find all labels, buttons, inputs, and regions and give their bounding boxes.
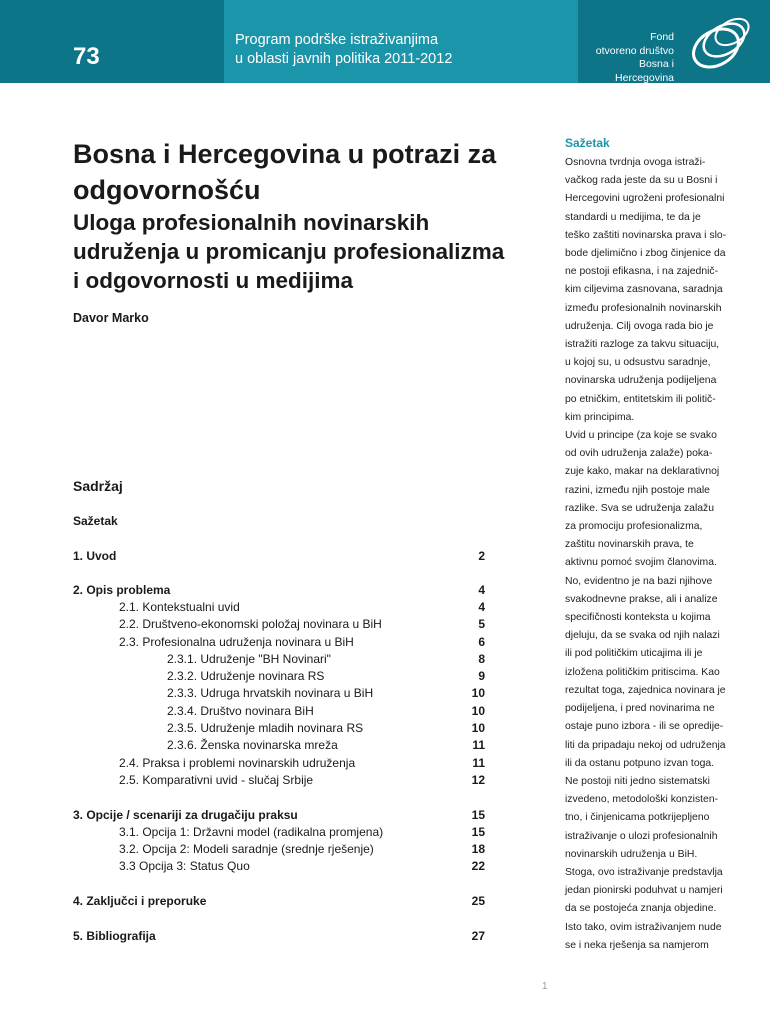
toc-entry-label: 3.2. Opcija 2: Modeli saradnje (srednje rješenje) bbox=[119, 842, 374, 856]
toc-entry-label: 3.1. Opcija 1: Državni model (radikalna promjena) bbox=[119, 825, 384, 839]
toc-entry[interactable] bbox=[73, 807, 485, 824]
toc-entry[interactable] bbox=[73, 685, 485, 702]
toc-entry-page: 18 bbox=[471, 842, 485, 856]
summary-line: zuje kako, makar na deklarativnoj bbox=[565, 466, 720, 478]
toc-entry[interactable] bbox=[73, 548, 485, 565]
toc-entry[interactable] bbox=[73, 582, 485, 599]
summary-line: ili pod političkim uticajima ili je bbox=[565, 648, 703, 660]
toc-entry-page: 4 bbox=[478, 583, 485, 597]
summary-line: istraživanje o ulozi profesionalnih bbox=[565, 830, 718, 842]
subtitle-line: Uloga profesionalnih novinarskih bbox=[73, 210, 430, 235]
toc-entry[interactable] bbox=[73, 599, 485, 616]
toc-entry-label: 2.5. Komparativni uvid - slučaj Srbije bbox=[119, 773, 314, 787]
toc-entry-page: 11 bbox=[472, 738, 485, 752]
toc-entry-page: 8 bbox=[478, 652, 485, 666]
summary-line: No, evidentno je na bazi njihove bbox=[565, 575, 713, 587]
toc-entry-label: 3. Opcije / scenariji za drugačiju praksu bbox=[73, 808, 298, 822]
summary-line: se i neka rješenja sa namjerom bbox=[565, 939, 709, 951]
summary-line: Isto tako, ovim istraživanjem nude bbox=[565, 921, 722, 933]
toc-entry[interactable] bbox=[73, 720, 485, 737]
summary-line: udruženja. Cilj ovoga rada bio je bbox=[565, 320, 714, 332]
summary-line: djeluju, da se svaka od njih nalazi bbox=[565, 630, 720, 642]
toc-entry[interactable] bbox=[73, 893, 485, 910]
toc-entry-page: 11 bbox=[472, 756, 485, 770]
summary-line: ne postoji efikasna, i na zajednič- bbox=[565, 266, 719, 278]
summary-body bbox=[565, 154, 733, 955]
summary-line: razlike. Sva se udruženja zalažu bbox=[565, 502, 715, 514]
summary-line: od ovih udruženja zalaže) poka- bbox=[565, 448, 713, 460]
toc-entry-page: 27 bbox=[471, 929, 485, 943]
fund-name bbox=[578, 31, 674, 85]
summary-line: ili da ostanu potpuno izvan toga. bbox=[565, 757, 715, 769]
toc-entry-label: 2.1. Kontekstualni uvid bbox=[119, 600, 240, 614]
fund-name-line: otvoreno društvo bbox=[595, 44, 674, 57]
summary-line: aktivnu pomoć svojim članovima. bbox=[565, 557, 717, 569]
subtitle-line: udruženja u promicanju profesionalizma bbox=[73, 239, 505, 264]
issue-number: 73 bbox=[73, 43, 100, 70]
toc-entry[interactable] bbox=[73, 928, 485, 945]
toc-entry[interactable] bbox=[73, 824, 485, 841]
fund-name-line: Bosna i Hercegovina bbox=[615, 58, 674, 84]
toc-entry-page: 25 bbox=[471, 894, 485, 908]
toc-entry[interactable] bbox=[73, 841, 485, 858]
toc-entry-label: 2.3.6. Ženska novinarska mreža bbox=[167, 738, 338, 752]
toc-entry-page: 9 bbox=[478, 669, 485, 683]
summary-line: novinarskih udruženja u BiH. bbox=[565, 848, 698, 860]
summary-line: novinarska udruženja podijeljena bbox=[565, 375, 717, 387]
toc-entry[interactable] bbox=[73, 772, 485, 789]
summary-line: ostaje puno izbora - ili se opredije- bbox=[565, 721, 724, 733]
toc-entry[interactable] bbox=[73, 634, 485, 651]
summary-line: rezultat toga, zajednica novinara je bbox=[565, 684, 726, 696]
toc-entry-label: 3.3 Opcija 3: Status Quo bbox=[119, 859, 250, 873]
toc-entry-label: 5. Bibliografija bbox=[73, 929, 156, 943]
toc-entry-label: 2.3.5. Udruženje mladih novinara RS bbox=[167, 721, 364, 735]
summary-line: bode djelimično i zbog činjenice da bbox=[565, 248, 726, 260]
toc-entry-page: 2 bbox=[478, 549, 485, 563]
toc-entry[interactable] bbox=[73, 858, 485, 875]
program-title bbox=[235, 31, 452, 69]
fund-name-line: Fond bbox=[650, 31, 674, 43]
toc-entry-page: 5 bbox=[478, 617, 485, 631]
toc-entry-label: 4. Zaključci i preporuke bbox=[73, 894, 207, 908]
summary-line: Stoga, ovo istraživanje predstavlja bbox=[565, 866, 723, 878]
toc-entry-page: 6 bbox=[478, 635, 485, 649]
summary-line: podijeljena, i pred novinarima ne bbox=[565, 703, 715, 715]
toc-entry-page: 22 bbox=[471, 859, 485, 873]
summary-line: da se postojeća znanja objedine. bbox=[565, 903, 717, 915]
toc-entry-label: 1. Uvod bbox=[73, 549, 117, 563]
subtitle bbox=[73, 208, 543, 295]
toc-entry-label: 2.3. Profesionalna udruženja novinara u BiH bbox=[119, 635, 354, 649]
subtitle-line: i odgovornosti u medijima bbox=[73, 268, 354, 293]
program-title-line: Program podrške istraživanjima bbox=[235, 32, 439, 48]
summary-line: zaštitu novinarskih prava, te bbox=[565, 539, 694, 551]
toc-entry[interactable] bbox=[73, 616, 485, 633]
toc-entry-page: 10 bbox=[471, 721, 485, 735]
summary-line: razini, između njih postoje male bbox=[565, 484, 710, 496]
main-title-line: odgovornošću bbox=[73, 175, 261, 205]
summary-line: tno, i činjenicama potkrijepljeno bbox=[565, 812, 710, 824]
toc-entry-label: Sažetak bbox=[73, 514, 118, 528]
author: Davor Marko bbox=[73, 311, 149, 325]
toc-entry[interactable] bbox=[73, 513, 485, 530]
summary-line: svakodnevne prakse, ali i analize bbox=[565, 593, 718, 605]
toc-entry-page: 15 bbox=[471, 825, 485, 839]
toc-entry-page: 4 bbox=[478, 600, 485, 614]
fund-logo-icon bbox=[680, 8, 760, 74]
toc-entry-label: 2.2. Društveno-ekonomski položaj novinara u BiH bbox=[119, 617, 382, 631]
toc-entry-label: 2.3.1. Udruženje "BH Novinari" bbox=[167, 652, 331, 666]
toc-entry-page: 12 bbox=[471, 773, 485, 787]
main-title bbox=[73, 136, 533, 208]
toc-entry[interactable] bbox=[73, 651, 485, 668]
summary-line: izložena političkim pritiscima. Kao bbox=[565, 666, 720, 678]
summary-line: kim ciljevima zasnovana, saradnja bbox=[565, 284, 723, 296]
summary-line: standardi u medijima, te da je bbox=[565, 211, 701, 223]
toc-entry-page: 10 bbox=[471, 704, 485, 718]
summary-line: kim principima. bbox=[565, 411, 635, 423]
summary-line: za promociju profesionalizma, bbox=[565, 521, 703, 533]
summary-line: po etničkim, entitetskim ili politič- bbox=[565, 393, 716, 405]
summary-line: izvedeno, metodološki konzisten- bbox=[565, 794, 719, 806]
toc-entry[interactable] bbox=[73, 737, 485, 754]
summary-line: vačkog rada jeste da su u Bosni i bbox=[565, 175, 718, 187]
issue-box bbox=[0, 0, 224, 83]
toc-heading: Sadržaj bbox=[73, 478, 123, 494]
summary-line: Hercegovini ugroženi profesionalni bbox=[565, 193, 725, 205]
toc-entry-page: 10 bbox=[471, 686, 485, 700]
summary-line: Osnovna tvrdnja ovoga istraži- bbox=[565, 157, 706, 168]
toc-entry[interactable] bbox=[73, 755, 485, 772]
summary-heading: Sažetak bbox=[565, 136, 610, 150]
summary-line: specifičnosti konteksta u kojima bbox=[565, 612, 711, 624]
summary-line: liti da pripadaju nekoj od udruženja bbox=[565, 739, 726, 751]
toc-entry[interactable] bbox=[73, 668, 485, 685]
toc-entry-page: 15 bbox=[471, 808, 485, 822]
toc-entry-label: 2.3.4. Društvo novinara BiH bbox=[167, 704, 314, 718]
program-title-line: u oblasti javnih politika 2011-2012 bbox=[235, 51, 453, 67]
toc-entry-label: 2. Opis problema bbox=[73, 583, 171, 597]
summary-line: u kojoj su, u odsustvu saradnje, bbox=[565, 357, 711, 369]
summary-line: Uvid u principe (za koje se svako bbox=[565, 430, 717, 442]
toc-entry-label: 2.4. Praksa i problemi novinarskih udruženja bbox=[119, 756, 356, 770]
summary-line: između profesionalnih novinarskih bbox=[565, 302, 722, 314]
summary-line: istražiti razloge za takvu situaciju, bbox=[565, 339, 720, 351]
summary-line: jedan pionirski poduhvat u namjeri bbox=[565, 885, 723, 897]
toc-entry-label: 2.3.2. Udruženje novinara RS bbox=[167, 669, 325, 683]
toc-entry-label: 2.3.3. Udruga hrvatskih novinara u BiH bbox=[167, 686, 374, 700]
summary-line: teško zaštiti novinarska prava i slo- bbox=[565, 229, 727, 241]
summary-line: Ne postoji niti jedno sistematski bbox=[565, 775, 710, 787]
main-title-line: Bosna i Hercegovina u potrazi za bbox=[73, 139, 497, 169]
toc-entry[interactable] bbox=[73, 703, 485, 720]
page-number: 1 bbox=[542, 981, 548, 992]
